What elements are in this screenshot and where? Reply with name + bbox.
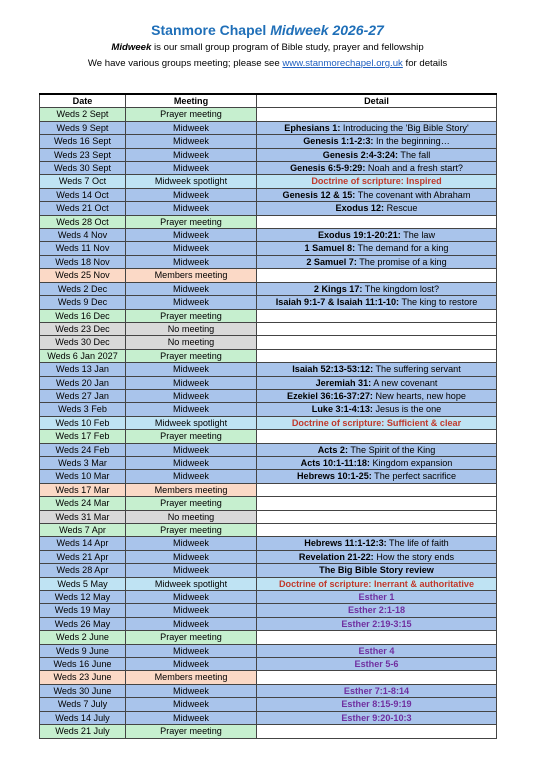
table-row (40, 591, 497, 604)
cell-meeting: Midweek (126, 389, 257, 402)
detail-topic: The Spirit of the King (348, 444, 436, 455)
subtitle-line-2 (0, 58, 535, 69)
cell-detail (257, 443, 497, 456)
table-row (40, 389, 497, 402)
cell-meeting: Midweek (126, 698, 257, 711)
subtitle2-before: We have various groups meeting; please see (87, 58, 283, 69)
detail-topic: The promise of a king (356, 256, 447, 267)
cell-date: Weds 26 May (40, 617, 126, 630)
cell-meeting: Midweek (126, 148, 257, 161)
cell-date: Weds 9 Dec (40, 296, 126, 309)
table-row (40, 711, 497, 724)
cell-detail (257, 604, 497, 617)
cell-date: Weds 16 Dec (40, 309, 126, 322)
cell-detail (257, 336, 497, 349)
table-row (40, 108, 497, 121)
header-meeting: Meeting (126, 94, 257, 108)
table-row (40, 631, 497, 644)
cell-meeting: Midweek (126, 711, 257, 724)
table-row (40, 296, 497, 309)
cell-detail (257, 215, 497, 228)
cell-meeting: Midweek (126, 443, 257, 456)
detail-topic: Kingdom expansion (369, 457, 453, 468)
cell-date: Weds 7 Oct (40, 175, 126, 188)
cell-detail (257, 389, 497, 402)
table-row (40, 577, 497, 590)
cell-date: Weds 10 Mar (40, 470, 126, 483)
website-link[interactable]: www.stanmorechapel.org.uk (282, 58, 403, 69)
table-row (40, 416, 497, 429)
cell-date: Weds 17 Mar (40, 483, 126, 496)
cell-detail (257, 416, 497, 429)
detail-passage: Isaiah 9:1-7 & Isaiah 11:1-10: (275, 297, 400, 308)
cell-detail (257, 282, 497, 295)
cell-detail (257, 363, 497, 376)
cell-date: Weds 7 Apr (40, 524, 126, 537)
detail-topic: The covenant with Abraham (355, 189, 471, 200)
table-row (40, 175, 497, 188)
cell-meeting: Prayer meeting (126, 524, 257, 537)
table-row (40, 658, 497, 671)
table-row (40, 148, 497, 161)
cell-date: Weds 25 Nov (40, 269, 126, 282)
cell-meeting: Midweek (126, 537, 257, 550)
cell-date: Weds 19 May (40, 604, 126, 617)
cell-detail (257, 255, 497, 268)
cell-meeting: Midweek spotlight (126, 577, 257, 590)
detail-passage: Genesis 12 & 15: (282, 189, 356, 200)
table-row (40, 376, 497, 389)
cell-detail (257, 698, 497, 711)
detail-passage: 2 Kings 17: (313, 283, 363, 294)
table-row (40, 443, 497, 456)
cell-detail (257, 296, 497, 309)
detail-topic: A new covenant (371, 377, 438, 388)
cell-detail (257, 577, 497, 590)
cell-meeting: Prayer meeting (126, 215, 257, 228)
cell-detail (257, 162, 497, 175)
cell-meeting: Midweek (126, 363, 257, 376)
detail-spotlight: Doctrine of scripture: Inerrant & authoritative (278, 578, 475, 589)
table-header-row (40, 94, 497, 108)
cell-meeting: Midweek (126, 162, 257, 175)
cell-date: Weds 13 Jan (40, 363, 126, 376)
cell-detail (257, 671, 497, 684)
table-row (40, 188, 497, 201)
cell-date: Weds 30 Sept (40, 162, 126, 175)
cell-meeting: No meeting (126, 322, 257, 335)
detail-passage: Isaiah 52:13-53:12: (292, 364, 374, 375)
cell-date: Weds 2 Sept (40, 108, 126, 121)
cell-meeting: Midweek (126, 604, 257, 617)
cell-meeting: Prayer meeting (126, 725, 257, 738)
cell-meeting: Midweek (126, 229, 257, 242)
detail-topic: Introducing the 'Big Bible Story' (340, 122, 469, 133)
detail-passage: Revelation 21-22: (298, 551, 374, 562)
detail-spotlight: Doctrine of scripture: Inspired (311, 176, 442, 187)
table-row (40, 564, 497, 577)
cell-detail (257, 631, 497, 644)
schedule-body (40, 108, 497, 738)
cell-meeting: Prayer meeting (126, 631, 257, 644)
cell-detail (257, 564, 497, 577)
cell-date: Weds 30 Dec (40, 336, 126, 349)
detail-esther: Esther 9:20-10:3 (341, 712, 412, 723)
cell-detail (257, 108, 497, 121)
cell-detail (257, 269, 497, 282)
detail-esther: Esther 8:15-9:19 (341, 699, 412, 710)
detail-passage: Genesis 1:1-2:3: (303, 136, 374, 147)
page-title (0, 22, 535, 38)
table-row (40, 684, 497, 697)
cell-meeting: Midweek (126, 121, 257, 134)
table-row (40, 644, 497, 657)
table-row (40, 456, 497, 469)
cell-detail (257, 121, 497, 134)
cell-meeting: Midweek (126, 564, 257, 577)
table-row (40, 255, 497, 268)
cell-meeting: Midweek (126, 376, 257, 389)
cell-date: Weds 21 July (40, 725, 126, 738)
detail-passage: Hebrews 11:1-12:3: (304, 538, 387, 549)
cell-meeting: Midweek (126, 591, 257, 604)
detail-passage: Genesis 6:5-9:29: (290, 163, 366, 174)
detail-topic: Rescue (384, 203, 418, 214)
detail-passage: Exodus 19:1-20:21: (317, 230, 401, 241)
cell-meeting: Prayer meeting (126, 108, 257, 121)
cell-meeting: Midweek (126, 617, 257, 630)
cell-meeting: Midweek (126, 658, 257, 671)
detail-topic: The law (400, 230, 436, 241)
cell-date: Weds 9 Sept (40, 121, 126, 134)
cell-detail (257, 229, 497, 242)
cell-detail (257, 550, 497, 563)
cell-date: Weds 16 Sept (40, 135, 126, 148)
cell-date: Weds 14 July (40, 711, 126, 724)
table-row (40, 510, 497, 523)
cell-date: Weds 14 Oct (40, 188, 126, 201)
cell-detail (257, 725, 497, 738)
detail-passage: Genesis 2:4-3:24: (322, 149, 399, 160)
cell-date: Weds 5 May (40, 577, 126, 590)
table-row (40, 550, 497, 563)
cell-date: Weds 27 Jan (40, 389, 126, 402)
cell-date: Weds 30 June (40, 684, 126, 697)
detail-esther: Esther 2:19-3:15 (341, 618, 412, 629)
detail-topic: Noah and a fresh start? (365, 163, 463, 174)
table-row (40, 725, 497, 738)
cell-date: Weds 7 July (40, 698, 126, 711)
cell-meeting: Prayer meeting (126, 497, 257, 510)
cell-meeting: Midweek (126, 403, 257, 416)
detail-topic: The king to restore (399, 297, 478, 308)
cell-date: Weds 11 Nov (40, 242, 126, 255)
cell-detail (257, 470, 497, 483)
table-row (40, 604, 497, 617)
cell-detail (257, 175, 497, 188)
table-row (40, 617, 497, 630)
cell-date: Weds 16 June (40, 658, 126, 671)
cell-date: Weds 20 Jan (40, 376, 126, 389)
cell-date: Weds 2 Dec (40, 282, 126, 295)
cell-meeting: Midweek (126, 282, 257, 295)
cell-date: Weds 3 Mar (40, 456, 126, 469)
cell-detail (257, 658, 497, 671)
detail-passage: Hebrews 10:1-25: (296, 471, 372, 482)
cell-meeting: Midweek (126, 135, 257, 148)
detail-passage: The Big Bible Story review (319, 565, 434, 576)
cell-date: Weds 18 Nov (40, 255, 126, 268)
cell-date: Weds 21 Apr (40, 550, 126, 563)
cell-detail (257, 148, 497, 161)
cell-meeting: Prayer meeting (126, 430, 257, 443)
subtitle2-after: for details (402, 58, 448, 69)
cell-date: Weds 4 Nov (40, 229, 126, 242)
table-row (40, 483, 497, 496)
cell-date: Weds 24 Feb (40, 443, 126, 456)
table-row (40, 524, 497, 537)
detail-topic: New hearts, new hope (372, 390, 466, 401)
table-row (40, 403, 497, 416)
cell-date: Weds 23 Dec (40, 322, 126, 335)
detail-topic: The fall (398, 149, 431, 160)
cell-date: Weds 14 Apr (40, 537, 126, 550)
cell-date: Weds 9 June (40, 644, 126, 657)
cell-date: Weds 21 Oct (40, 202, 126, 215)
title-plain: Stanmore Chapel (151, 22, 271, 38)
cell-meeting: Midweek (126, 202, 257, 215)
cell-meeting: Midweek (126, 242, 257, 255)
detail-topic: The kingdom lost? (362, 283, 440, 294)
detail-passage: Jeremiah 31: (315, 377, 372, 388)
cell-meeting: Midweek (126, 255, 257, 268)
table-row (40, 162, 497, 175)
table-row (40, 322, 497, 335)
table-row (40, 430, 497, 443)
cell-meeting: Prayer meeting (126, 309, 257, 322)
table-row (40, 269, 497, 282)
detail-topic: How the story ends (373, 551, 455, 562)
detail-passage: Luke 3:1-4:13: (311, 404, 373, 415)
cell-detail (257, 309, 497, 322)
cell-meeting: No meeting (126, 510, 257, 523)
header-date: Date (40, 94, 126, 108)
cell-detail (257, 510, 497, 523)
cell-detail (257, 497, 497, 510)
cell-meeting: Midweek spotlight (126, 416, 257, 429)
cell-detail (257, 537, 497, 550)
cell-meeting: Midweek spotlight (126, 175, 257, 188)
detail-topic: In the beginning… (373, 136, 450, 147)
detail-passage: Exodus 12: (335, 203, 385, 214)
detail-esther: Esther 4 (358, 645, 395, 656)
schedule-table (39, 93, 497, 739)
cell-detail (257, 483, 497, 496)
table-row (40, 242, 497, 255)
cell-meeting: Members meeting (126, 483, 257, 496)
detail-esther: Esther 7:1-8:14 (343, 685, 410, 696)
cell-detail (257, 524, 497, 537)
subtitle-bold: Midweek (111, 42, 152, 53)
detail-topic: The perfect sacrifice (371, 471, 457, 482)
cell-date: Weds 2 June (40, 631, 126, 644)
table-row (40, 282, 497, 295)
table-row (40, 349, 497, 362)
cell-meeting: Midweek (126, 684, 257, 697)
detail-passage: Ephesians 1: (284, 122, 341, 133)
cell-detail (257, 403, 497, 416)
cell-meeting: Members meeting (126, 671, 257, 684)
cell-date: Weds 28 Oct (40, 215, 126, 228)
cell-detail (257, 617, 497, 630)
cell-date: Weds 28 Apr (40, 564, 126, 577)
table-row (40, 215, 497, 228)
cell-meeting: Midweek (126, 644, 257, 657)
cell-meeting: No meeting (126, 336, 257, 349)
cell-meeting: Midweek (126, 296, 257, 309)
detail-passage: Acts 10:1-11:18: (300, 457, 370, 468)
detail-spotlight: Doctrine of scripture: Sufficient & clear (291, 417, 462, 428)
detail-passage: Ezekiel 36:16-37:27: (287, 390, 373, 401)
cell-date: Weds 23 Sept (40, 148, 126, 161)
header-detail: Detail (257, 94, 497, 108)
detail-topic: The demand for a king (355, 243, 449, 254)
cell-date: Weds 17 Feb (40, 430, 126, 443)
table-row (40, 497, 497, 510)
cell-detail (257, 644, 497, 657)
table-row (40, 537, 497, 550)
cell-meeting: Prayer meeting (126, 349, 257, 362)
detail-esther: Esther 2:1-18 (347, 605, 406, 616)
detail-esther: Esther 1 (358, 592, 395, 603)
table-row (40, 135, 497, 148)
cell-detail (257, 322, 497, 335)
cell-date: Weds 24 Mar (40, 497, 126, 510)
cell-detail (257, 684, 497, 697)
cell-detail (257, 430, 497, 443)
cell-date: Weds 6 Jan 2027 (40, 349, 126, 362)
cell-meeting: Members meeting (126, 269, 257, 282)
cell-date: Weds 12 May (40, 591, 126, 604)
detail-esther: Esther 5-6 (354, 659, 399, 670)
table-row (40, 121, 497, 134)
detail-passage: 1 Samuel 8: (304, 243, 356, 254)
detail-topic: The suffering servant (373, 364, 461, 375)
cell-meeting: Midweek (126, 550, 257, 563)
cell-date: Weds 23 June (40, 671, 126, 684)
cell-detail (257, 591, 497, 604)
detail-passage: Acts 2: (317, 444, 349, 455)
cell-detail (257, 376, 497, 389)
cell-date: Weds 10 Feb (40, 416, 126, 429)
cell-meeting: Midweek (126, 188, 257, 201)
title-italic: Midweek 2026-27 (270, 22, 384, 38)
table-row (40, 470, 497, 483)
cell-detail (257, 242, 497, 255)
cell-detail (257, 135, 497, 148)
table-row (40, 309, 497, 322)
table-row (40, 336, 497, 349)
cell-detail (257, 188, 497, 201)
table-row (40, 363, 497, 376)
table-row (40, 229, 497, 242)
table-row (40, 671, 497, 684)
subtitle-line-1 (0, 42, 535, 53)
cell-detail (257, 711, 497, 724)
detail-passage: 2 Samuel 7: (306, 256, 357, 267)
cell-meeting: Midweek (126, 456, 257, 469)
table-row (40, 698, 497, 711)
cell-detail (257, 202, 497, 215)
cell-date: Weds 3 Feb (40, 403, 126, 416)
subtitle-rest: is our small group program of Bible study, prayer and fellowship (151, 42, 424, 53)
cell-meeting: Midweek (126, 470, 257, 483)
table-row (40, 202, 497, 215)
cell-detail (257, 349, 497, 362)
cell-date: Weds 31 Mar (40, 510, 126, 523)
detail-topic: Jesus is the one (372, 404, 442, 415)
cell-detail (257, 456, 497, 469)
detail-topic: The life of faith (386, 538, 449, 549)
